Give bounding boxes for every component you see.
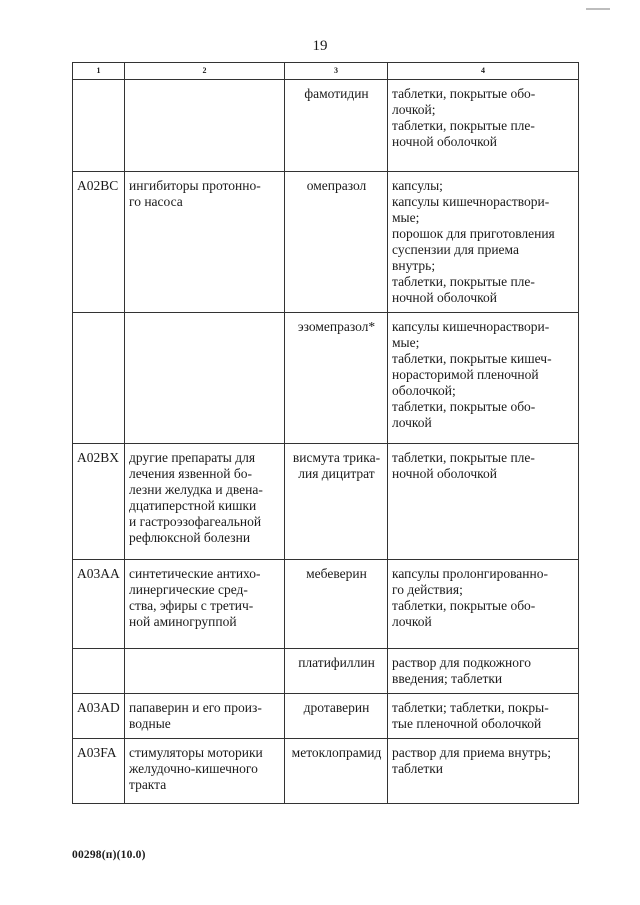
dosage-form-cell-line: таблетки, покрытые обо- [392, 86, 536, 101]
group-cell-line: лезни желудка и двена- [129, 482, 263, 497]
drug-name-cell-line: мебеверин [306, 566, 367, 581]
table-row [73, 560, 579, 649]
dosage-form-cell-line: таблетки, покрытые обо- [392, 399, 536, 414]
atc-code-cell: A03AD [73, 694, 125, 739]
dosage-form-cell-line: ночной оболочкой [392, 134, 497, 149]
group-cell [125, 172, 285, 313]
dosage-form-cell-line: тые пленочной оболочкой [392, 716, 542, 731]
table-header-row [73, 63, 579, 80]
atc-code-cell [73, 80, 125, 172]
dosage-form-cell-line: оболочкой; [392, 383, 456, 398]
dosage-form-cell-line: таблетки, покрытые кишеч- [392, 351, 552, 366]
group-cell [125, 444, 285, 560]
group-cell-line: водные [129, 716, 171, 731]
dosage-form-cell-line: мые; [392, 210, 420, 225]
dosage-form-cell-line: норасторимой пленочной [392, 367, 539, 382]
drug-name-cell [285, 80, 388, 172]
dosage-form-cell-line: лочкой [392, 614, 432, 629]
drug-name-cell-line: лия дицитрат [298, 466, 375, 481]
group-cell [125, 649, 285, 694]
dosage-form-cell [388, 80, 579, 172]
drug-name-cell-line: висмута трика- [292, 450, 381, 465]
dosage-form-cell [388, 649, 579, 694]
drug-name-cell-line: эзомепразол* [297, 319, 376, 334]
drug-name-cell [285, 313, 388, 444]
dosage-form-cell-line: мые; [392, 335, 420, 350]
dosage-form-cell-line: таблетки [392, 761, 444, 776]
group-cell-line: ингибиторы протонно- [129, 178, 261, 193]
drug-name-cell [285, 694, 388, 739]
drug-name-cell [285, 560, 388, 649]
table-row [73, 172, 579, 313]
dosage-form-cell [388, 313, 579, 444]
dosage-form-cell-line: капсулы; [392, 178, 443, 193]
group-cell-line: стимуляторы моторики [129, 745, 263, 760]
dosage-form-cell [388, 694, 579, 739]
drug-name-cell [285, 649, 388, 694]
dosage-form-cell [388, 444, 579, 560]
atc-code-cell [73, 649, 125, 694]
group-cell [125, 313, 285, 444]
dosage-form-cell-line: таблетки, покрытые пле- [392, 118, 535, 133]
dosage-form-cell-line: таблетки; таблетки, покры- [392, 700, 549, 715]
dosage-form-cell-line: лочкой; [392, 102, 436, 117]
dosage-form-cell-line: таблетки, покрытые обо- [392, 598, 536, 613]
dosage-form-cell-line: введения; таблетки [392, 671, 503, 686]
group-cell-line: другие препараты для [129, 450, 256, 465]
header-cell-4: 4 [388, 63, 579, 80]
drug-name-cell-line: метоклопрамид [291, 745, 382, 760]
atc-code-cell: A02BC [73, 172, 125, 313]
group-cell-line: линергические сред- [129, 582, 248, 597]
atc-code-cell: A03FA [73, 739, 125, 804]
dosage-form-cell [388, 172, 579, 313]
dosage-form-cell-line: ночной оболочкой [392, 466, 497, 481]
group-cell [125, 560, 285, 649]
header-cell-3: 3 [285, 63, 388, 80]
drug-name-cell-line: омепразол [306, 178, 367, 193]
dosage-form-cell-line: капсулы кишечнораствори- [392, 194, 550, 209]
table-row [73, 739, 579, 804]
dosage-form-cell-line: таблетки, покрытые пле- [392, 450, 535, 465]
group-cell-line: желудочно-кишечного [129, 761, 258, 776]
dosage-form-cell-line: таблетки, покрытые пле- [392, 274, 535, 289]
drug-name-cell-line: платифиллин [298, 655, 375, 670]
atc-code-cell [73, 313, 125, 444]
group-cell [125, 80, 285, 172]
dosage-form-cell [388, 739, 579, 804]
drug-name-cell [285, 172, 388, 313]
group-cell-line: ной аминогруппой [129, 614, 237, 629]
dosage-form-cell [388, 560, 579, 649]
table-row [73, 313, 579, 444]
group-cell-line: лечения язвенной бо- [129, 466, 252, 481]
group-cell-line: го насоса [129, 194, 183, 209]
atc-code-cell: A03AA [73, 560, 125, 649]
table-row [73, 80, 579, 172]
footer-code: 00298(п)(10.0) [72, 849, 146, 861]
dosage-form-cell-line: внутрь; [392, 258, 436, 273]
table-row [73, 694, 579, 739]
table-row [73, 444, 579, 560]
dosage-form-cell-line: го действия; [392, 582, 463, 597]
group-cell-line: дцатиперстной кишки [129, 498, 257, 513]
group-cell [125, 739, 285, 804]
drug-table [72, 62, 579, 804]
drug-name-cell [285, 739, 388, 804]
group-cell-line: тракта [129, 777, 167, 792]
dosage-form-cell-line: капсулы пролонгированно- [392, 566, 548, 581]
dosage-form-cell-line: ночной оболочкой [392, 290, 497, 305]
group-cell-line: синтетические антихо- [129, 566, 261, 581]
drug-name-cell-line: дротаверин [303, 700, 370, 715]
group-cell [125, 694, 285, 739]
corner-mark [586, 8, 610, 10]
dosage-form-cell-line: суспензии для приема [392, 242, 519, 257]
drug-name-cell-line: фамотидин [304, 86, 369, 101]
dosage-form-cell-line: капсулы кишечнораствори- [392, 319, 550, 334]
dosage-form-cell-line: раствор для приема внутрь; [392, 745, 552, 760]
header-cell-2: 2 [125, 63, 285, 80]
dosage-form-cell-line: порошок для приготовления [392, 226, 555, 241]
header-cell-1: 1 [73, 63, 125, 80]
group-cell-line: и гастроэзофагеальной [129, 514, 262, 529]
atc-code-cell: A02BX [73, 444, 125, 560]
dosage-form-cell-line: раствор для подкожного [392, 655, 531, 670]
table-row [73, 649, 579, 694]
drug-name-cell [285, 444, 388, 560]
group-cell-line: ства, эфиры с третич- [129, 598, 254, 613]
dosage-form-cell-line: лочкой [392, 415, 432, 430]
group-cell-line: рефлюксной болезни [129, 530, 251, 545]
page-number: 19 [312, 38, 328, 54]
group-cell-line: папаверин и его произ- [129, 700, 262, 715]
